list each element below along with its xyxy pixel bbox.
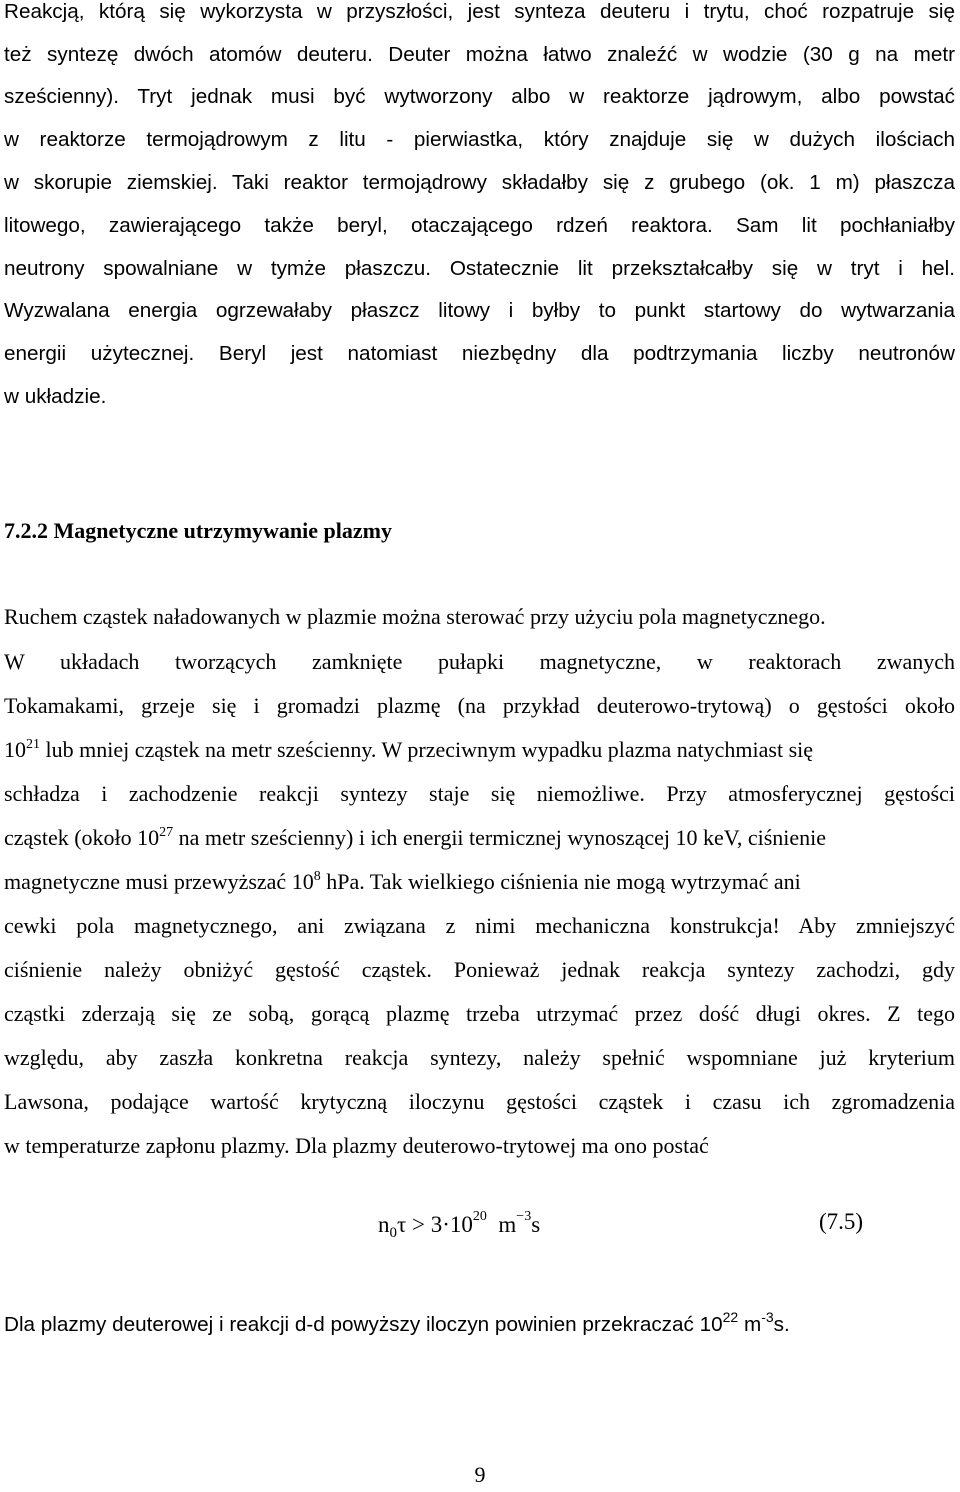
- equation-number: (7.5): [819, 1209, 864, 1234]
- eq-symbol: τ: [397, 1212, 407, 1237]
- text-line: litowego, zawierającego także beryl, otaczającego rdzeń reaktora. Sam lit pochłaniałby: [4, 214, 955, 237]
- text-line: w skorupie ziemskiej. Taki reaktor termojądrowy składałby się z grubego (ok. 1 m) płaszcza: [4, 171, 955, 194]
- eq-symbol: n: [378, 1212, 390, 1237]
- text-run: magnetyczne musi przewyższać 10: [4, 869, 314, 894]
- text-run: 10: [4, 737, 26, 762]
- eq-exponent: 20: [472, 1209, 487, 1224]
- exponent: 21: [26, 737, 40, 752]
- equation-7-5: [0, 1203, 960, 1243]
- text-run: Dla plazmy deuterowej i reakcji d-d powyższy iloczyn powinien przekraczać 10: [4, 1313, 723, 1336]
- text-line: cewki pola magnetycznego, ani związana z nimi mechaniczna konstrukcja! Aby zmniejszyć: [4, 913, 955, 938]
- exponent: -3: [761, 1309, 774, 1325]
- text-line: w układzie.: [4, 385, 107, 408]
- text-line: Ruchem cząstek naładowanych w plazmie można sterować przy użyciu pola magnetycznego.: [4, 604, 826, 629]
- eq-number-value: 10: [449, 1212, 473, 1237]
- eq-operator: >: [412, 1212, 425, 1237]
- section-heading: 7.2.2 Magnetyczne utrzymywanie plazmy: [4, 518, 392, 543]
- closing-sentence: [4, 1309, 955, 1341]
- text-line: sześcienny). Tryt jednak musi być wytworzony albo w reaktorze jądrowym, albo powstać: [4, 85, 955, 108]
- page-number: 9: [474, 1462, 486, 1487]
- text-line: cząstki zderzają się ze sobą, gorącą plazmę trzeba utrzymać przez dość długi okres. Z tego: [4, 1001, 955, 1026]
- text-line: W układach tworzących zamknięte pułapki magnetyczne, w reaktorach zwanych: [4, 649, 955, 674]
- text-line: Tokamakami, grzeje się i gromadzi plazmę (na przykład deuterowo-trytową) o gęstości około: [4, 693, 955, 718]
- text-line: schładza i zachodzenie reakcji syntezy staje się niemożliwe. Przy atmosferycznej gęstości: [4, 781, 955, 806]
- eq-operator: ·: [442, 1212, 450, 1237]
- exponent: 8: [313, 869, 321, 884]
- text-line: ciśnienie należy obniżyć gęstość cząstek. Ponieważ jednak reakcja syntezy zachodzi, gdy: [4, 957, 955, 982]
- text-line: względu, aby zaszła konkretna reakcja syntezy, należy spełnić wspomniane już kryterium: [4, 1045, 955, 1070]
- text-line: Reakcją, którą się wykorzysta w przyszłości, jest synteza deuteru i trytu, choć rozpatruje się: [4, 0, 955, 23]
- text-line: Lawsona, podające wartość krytyczną iloczynu gęstości cząstek i czasu ich zgromadzenia: [4, 1089, 955, 1114]
- text-run: cząstek (około 10: [4, 825, 160, 850]
- text-run: na metr sześcienny) i ich energii termicznej wynoszącej 10 keV, ciśnienie: [173, 825, 827, 850]
- exponent: 27: [159, 825, 174, 840]
- text-run: hPa. Tak wielkiego ciśnienia nie mogą wytrzymać ani: [320, 869, 801, 894]
- text-line: [4, 822, 955, 854]
- text-run: s.: [773, 1313, 790, 1336]
- text-line: w temperaturze zapłonu plazmy. Dla plazmy deuterowo-trytowej ma ono postać: [4, 1133, 709, 1158]
- text-line: [4, 866, 955, 898]
- eq-number-value: 3: [430, 1212, 443, 1237]
- eq-exponent: −3: [516, 1209, 532, 1224]
- eq-symbol: s: [531, 1212, 541, 1237]
- text-line: [4, 734, 955, 766]
- eq-symbol: m: [498, 1212, 517, 1237]
- text-run: m: [738, 1313, 762, 1336]
- equation-formula: [378, 1209, 540, 1242]
- text-line: Wyzwalana energia ogrzewałaby płaszcz litowy i byłby to punkt startowy do wytwarzania: [4, 299, 955, 322]
- text-line: neutrony spowalniane w tymże płaszczu. Ostatecznie lit przekształcałby się w tryt i hel.: [4, 257, 955, 280]
- text-line: też syntezę dwóch atomów deuteru. Deuter można łatwo znaleźć w wodzie (30 g na metr: [4, 43, 955, 66]
- exponent: 22: [722, 1309, 739, 1325]
- text-line: w reaktorze termojądrowym z litu - pierwiastka, który znajduje się w dużych ilościach: [4, 128, 955, 151]
- eq-subscript: 0: [389, 1225, 397, 1241]
- text-run: lub mniej cząstek na metr sześcienny. W przeciwnym wypadku plazma natychmiast się: [40, 737, 814, 762]
- text-line: energii użytecznej. Beryl jest natomiast niezbędny dla podtrzymania liczby neutronów: [4, 342, 955, 365]
